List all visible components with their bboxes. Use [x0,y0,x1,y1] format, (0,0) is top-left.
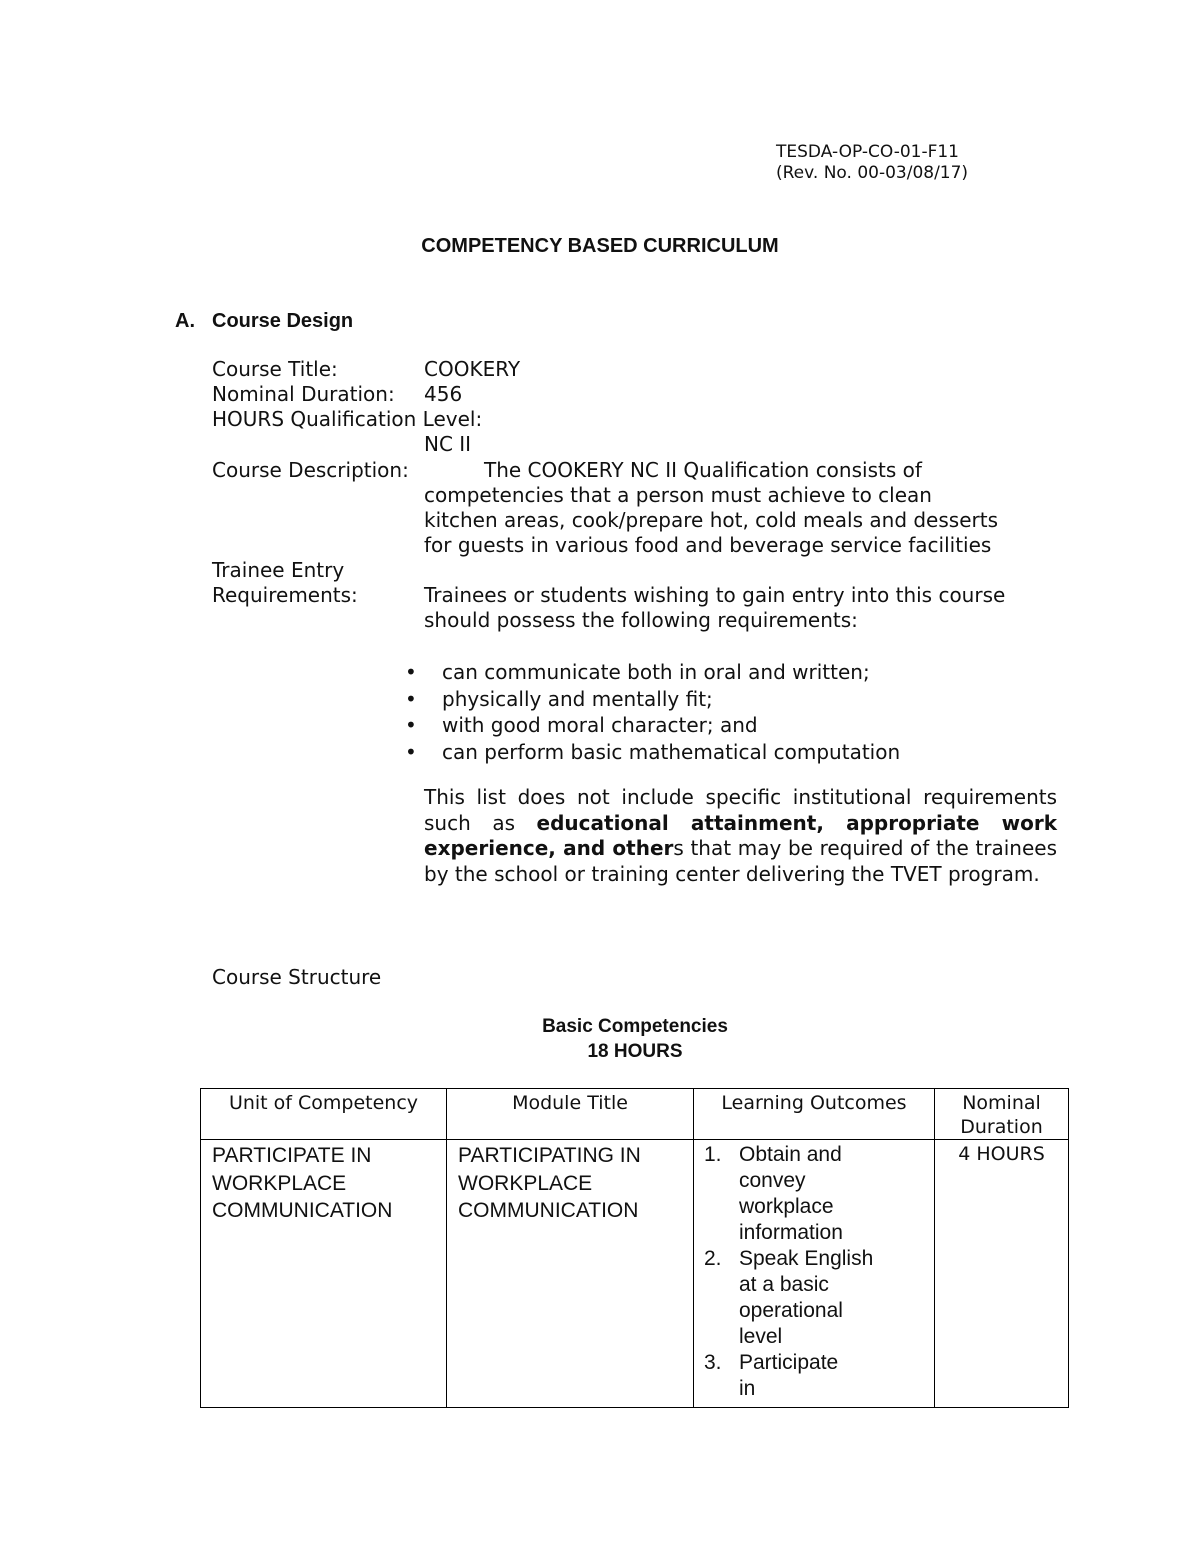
header-duration-line: Duration [960,1116,1043,1138]
outcome-line: workplace [739,1195,834,1218]
header-learning-outcomes: Learning Outcomes [694,1089,935,1140]
requirement-item: • can perform basic mathematical computation [398,739,900,766]
requirements-note [424,785,1057,887]
outcome-number: 1. [704,1143,722,1166]
document-title: COMPETENCY BASED CURRICULUM [421,235,779,257]
outcome-number: 2. [704,1247,722,1270]
entry-requirements-text: should possess the following requirements: [424,608,858,632]
learning-outcome-item [694,1140,934,1246]
hours-qualification-label: HOURS Qualification Level: [212,407,483,431]
note-text: s that may be required of the trainees by the school or training center delivering the TVET program. [424,836,1058,886]
header-nominal-duration [935,1089,1069,1140]
course-structure-label: Course Structure [212,965,382,989]
course-description-line: for guests in various food and beverage service facilities [424,533,992,557]
unit-line: COMMUNICATION [212,1199,393,1222]
form-code: TESDA-OP-CO-01-F11 [776,142,959,162]
unit-of-competency-cell [201,1140,447,1408]
unit-line: PARTICIPATE IN [212,1144,372,1167]
table-header-row [201,1089,1069,1140]
entry-requirements-label: Trainee Entry [212,558,345,582]
entry-requirements-text: Trainees or students wishing to gain entry into this course [424,583,1006,607]
outcome-line: information [739,1221,843,1244]
outcome-line: in [739,1377,756,1400]
learning-outcome-item [694,1350,934,1402]
entry-requirements-label: Requirements: [212,583,358,607]
qualification-level-value: NC II [424,432,472,456]
requirement-item: • can communicate both in oral and written; [398,659,900,686]
outcome-line: at a basic [739,1273,829,1296]
course-description-line: competencies that a person must achieve to clean [424,483,932,507]
nominal-duration-cell: 4 HOURS [935,1140,1069,1408]
note-text: This list does not include specific institutional requirements such as [424,785,1057,835]
basic-competencies-hours: 18 HOURS [587,1041,683,1062]
learning-outcome-item [694,1246,934,1350]
outcome-line: Speak English [739,1247,874,1270]
outcome-line: operational [739,1299,843,1322]
revision-number: (Rev. No. 00-03/08/17) [776,163,969,183]
module-line: COMMUNICATION [458,1199,639,1222]
note-bold-text: educational attainment, appropriate work experience, and other [424,810,1057,860]
requirements-list [398,659,900,765]
section-title: Course Design [212,310,354,332]
nominal-duration-value: 456 [424,382,463,406]
basic-competencies-heading: Basic Competencies [542,1016,728,1037]
outcome-line: convey [739,1169,806,1192]
course-title-label: Course Title: [212,357,338,381]
module-line: PARTICIPATING IN [458,1144,641,1167]
header-module-title: Module Title [447,1089,694,1140]
outcome-line: level [739,1325,783,1348]
course-description-line: kitchen areas, cook/prepare hot, cold meals and desserts [424,508,998,532]
course-description-label: Course Description: [212,458,409,482]
course-description-line: The COOKERY NC II Qualification consists of [484,458,922,482]
nominal-duration-label: Nominal Duration: [212,382,395,406]
header-unit-of-competency: Unit of Competency [201,1089,447,1140]
section-letter: A. [175,310,195,332]
learning-outcomes-cell [694,1140,935,1408]
module-title-cell [447,1140,694,1408]
outcome-line: Obtain and [739,1143,842,1166]
header-duration-line: Nominal [962,1092,1041,1114]
requirement-item: • with good moral character; and [398,712,900,739]
section-heading [175,309,353,334]
outcome-number: 3. [704,1351,722,1374]
learning-outcomes-list [694,1140,934,1402]
outcome-line: Participate [739,1351,839,1374]
table-row [201,1140,1069,1408]
unit-line: WORKPLACE [212,1171,347,1195]
module-line: WORKPLACE [458,1171,593,1195]
competency-table [200,1088,1069,1408]
requirement-item: • physically and mentally fit; [398,686,900,713]
course-title-value: COOKERY [424,357,521,381]
